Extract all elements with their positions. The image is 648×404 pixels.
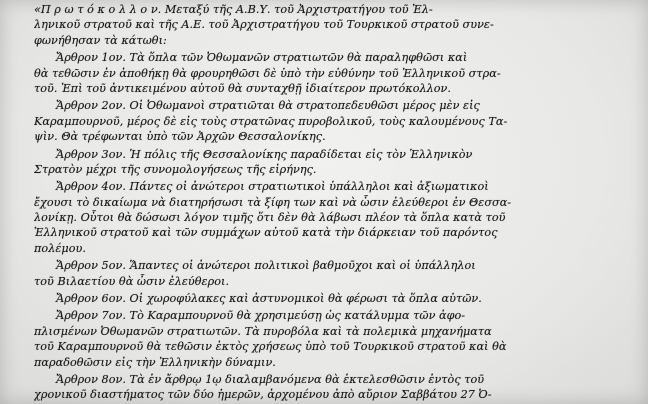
text-line: Καραμπουρνοῦ, μέρος δὲ εἰς τοὺς στρατῶνας πυροβολικοῦ, τοὺς καλουμένους Τα-: [34, 114, 508, 128]
article-4-first-line: Ἄρθρον 4ον. Πάντες οἱ ἀνώτεροι στρατιωτικοὶ ὑπάλληλοι καὶ ἀξιωματικοὶ: [56, 180, 489, 194]
text-line: λονίκῃ. Οὗτοι θὰ δώσωσι λόγον τιμῆς ὅτι δὲν θὰ λάβωσι πλέον τὰ ὅπλα κατὰ τοῦ: [34, 211, 506, 225]
article-6-line: Ἄρθρον 6ον. Οἱ χωροφύλακες καὶ ἀστυνομικοὶ θὰ φέρωσι τὰ ὅπλα αὐτῶν.: [56, 292, 482, 306]
article-2-first-line: Ἄρθρον 2ον. Οἱ Ὀθωμανοὶ στρατιῶται θὰ στρατοπεδευθῶσι μέρος μὲν εἰς: [56, 99, 480, 113]
article-3-first-line: Ἄρθρον 3ον. Ἡ πόλις τῆς Θεσσαλονίκης παραδίδεται εἰς τὸν Ἑλληνικὸν: [56, 147, 473, 161]
text-line: τοῦ Καραμπουρνοῦ θὰ τεθῶσιν ἐκτὸς χρήσεως ὑπὸ τοῦ Τουρκικοῦ στρατοῦ καὶ θὰ: [34, 340, 507, 354]
article-7-first-line: Ἄρθρον 7ον. Τὸ Καραμπουρνοῦ θὰ χρησιμεύσῃ ὡς κατάλυμμα τῶν ἀφο-: [56, 309, 466, 323]
text-line: τοῦ. Ἐπὶ τοῦ ἀντικειμένου αὐτοῦ θὰ συνταχθῇ ἰδιαίτερον πρωτόκολλον.: [34, 81, 452, 95]
text-line: πολέμου.: [34, 241, 86, 255]
article-5-first-line: Ἄρθρον 5ον. Ἅπαντες οἱ ἀνώτεροι πολιτικοὶ βαθμοῦχοι καὶ οἱ ὑπάλληλοι: [56, 259, 476, 273]
text-line: ψὶν. Θὰ τρέφωνται ὑπὸ τῶν Ἀρχῶν Θεσσαλονίκης.: [34, 130, 326, 144]
article-1-first-line: Ἄρθρον 1ον. Τὰ ὅπλα τῶν Ὀθωμανῶν στρατιωτῶν θὰ παραληφθῶσι καὶ: [56, 51, 468, 65]
text-line: πλισμένων Ὀθωμανῶν στρατιωτῶν. Τὰ πυροβόλα καὶ τὰ πολεμικὰ μηχανήματα: [34, 324, 492, 338]
text-line: θὰ τεθῶσιν ἐν ἀποθήκῃ θὰ φρουρηθῶσι δὲ ὑπὸ τὴν εὐθύνην τοῦ Ἑλληνικοῦ στρα-: [34, 66, 501, 80]
text-line: παραδοθῶσιν εἰς τὴν Ἑλληνικὴν δύναμιν.: [34, 355, 276, 369]
protocol-text-body: [34, 2, 634, 403]
text-line: ἔχουσι τὸ δικαίωμα νὰ διατηρήσωσι τὰ ξίφη των καὶ νὰ ὦσιν ἐλεύθεροι ἐν Θεσσα-: [34, 195, 512, 209]
text-line: «Π ρ ω τ ό κ ο λ λ ο ν. Μεταξύ τῆς Α.Β.Υ. τοῦ Ἀρχιστρατήγου τοῦ Ἑλ-: [34, 3, 433, 16]
text-line: χρονικοῦ διαστήματος τῶν δύο ἡμερῶν, ἀρχομένου ἀπὸ αὔριον Σαββάτου 27 Ὀ-: [34, 388, 492, 402]
text-line: ληνικοῦ στρατοῦ καὶ τῆς Α.Ε. τοῦ Ἀρχιστρατήγου τοῦ Τουρκικοῦ στρατοῦ συνε-: [34, 18, 494, 32]
text-line: τοῦ Βιλαετίου θὰ ὦσιν ἐλεύθεροι.: [34, 274, 230, 288]
text-line: Στρατὸν μέχρι τῆς συνομολογήσεως τῆς εἰρήνης.: [34, 162, 317, 176]
article-8-first-line: Ἄρθρον 8ον. Τὰ ἐν ἄρθρῳ 1ῳ διαλαμβανόμενα θὰ ἐκτελεσθῶσιν ἐντὸς τοῦ: [56, 372, 485, 386]
text-line: Ἑλληνικοῦ στρατοῦ καὶ τῶν συμμάχων αὐτοῦ κατὰ τὴν διάρκειαν τοῦ παρόντος: [34, 226, 498, 240]
text-line: φωνήθησαν τὰ κάτωθι:: [34, 33, 167, 47]
